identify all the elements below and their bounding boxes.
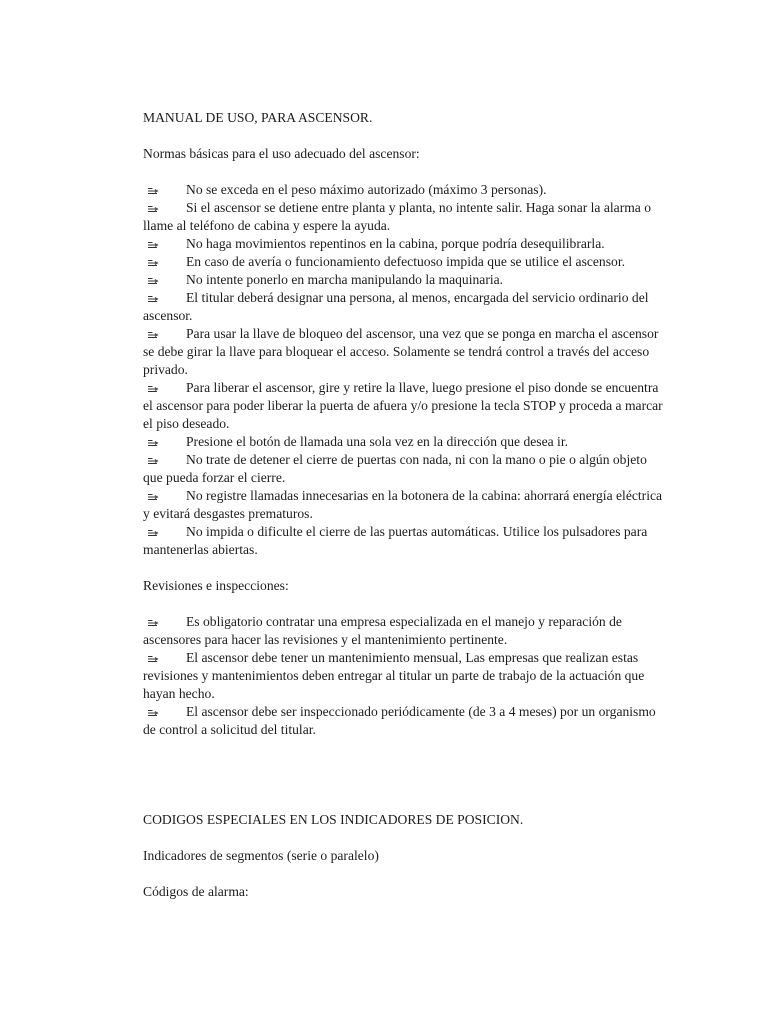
spacer [143,127,663,145]
list-item [143,487,663,523]
list-item-text: En caso de avería o funcionamiento defectuoso impida que se utilice el ascensor. [186,254,625,269]
spacer [143,559,663,577]
list-bullet-icon [147,618,159,628]
list-item-text: Es obligatorio contratar una empresa especializada en el manejo y reparación de ascensores para hacer las revisiones y el mantenimiento pertinente. [143,614,622,647]
list-bullet-icon [147,528,159,538]
list-item-text: No trate de detener el cierre de puertas con nada, ni con la mano o pie o algún objeto que pueda forzar el cierre. [143,452,647,485]
list-bullet-icon [147,708,159,718]
list-bullet-icon [147,384,159,394]
segments-label: Indicadores de segmentos (serie o paralelo) [143,848,379,863]
list-bullet-icon [147,330,159,340]
intro-text: Normas básicas para el uso adecuado del ascensor: [143,146,420,161]
list-item-text: Si el ascensor se detiene entre planta y planta, no intente salir. Haga sonar la alarma o llame al teléfono de cabina y espere la ayuda. [143,200,652,233]
list-item-text: Para usar la llave de bloqueo del ascensor, una vez que se ponga en marcha el ascensor se debe girar la llave para bloquear el acceso. Solamente se tendrá control a través del acceso privado. [143,326,659,377]
list-item [143,271,663,289]
list-item [143,289,663,325]
rules-list [143,181,663,559]
list-item [143,235,663,253]
list-bullet-icon [147,438,159,448]
list-item-text: El ascensor debe ser inspeccionado periódicamente (de 3 a 4 meses) por un organismo de control a solicitud del titular. [143,704,656,737]
spacer [143,829,663,847]
list-item [143,613,663,649]
list-item [143,433,663,451]
spacer [143,739,663,811]
list-item-text: No se exceda en el peso máximo autorizado (máximo 3 personas). [186,182,547,197]
list-item-text: No registre llamadas innecesarias en la botonera de la cabina: ahorrará energía eléctrica y evitará desgastes prematuros. [143,488,663,521]
list-bullet-icon [147,276,159,286]
revisions-heading: Revisiones e inspecciones: [143,578,289,593]
list-item [143,325,663,379]
list-item [143,649,663,703]
list-bullet-icon [147,492,159,502]
spacer [143,865,663,883]
list-item [143,253,663,271]
list-bullet-icon [147,456,159,466]
list-item [143,181,663,199]
list-item [143,523,663,559]
list-item-text: No intente ponerlo en marcha manipulando la maquinaria. [186,272,504,287]
list-bullet-icon [147,204,159,214]
document-title: MANUAL DE USO, PARA ASCENSOR. [143,110,373,125]
list-item-text: Presione el botón de llamada una sola vez en la dirección que desea ir. [186,434,568,449]
list-item [143,451,663,487]
list-item-text: El titular deberá designar una persona, al menos, encargada del servicio ordinario del ascensor. [143,290,649,323]
alarm-label: Códigos de alarma: [143,884,249,899]
spacer [143,595,663,613]
revisions-list [143,613,663,739]
list-bullet-icon [147,258,159,268]
list-item-text: Para liberar el ascensor, gire y retire la llave, luego presione el piso donde se encuentra el ascensor para poder liberar la puerta de afuera y/o presione la tecla STOP y proceda a marcar el piso deseado. [143,380,663,431]
list-bullet-icon [147,186,159,196]
list-item [143,199,663,235]
document-page [143,109,663,901]
list-item-text: El ascensor debe tener un mantenimiento mensual, Las empresas que realizan estas revisiones y mantenimientos deben entregar al titular un parte de trabajo de la actuación que hayan hecho. [143,650,645,701]
list-item-text: No impida o dificulte el cierre de las puertas automáticas. Utilice los pulsadores para mantenerlas abiertas. [143,524,648,557]
list-item [143,379,663,433]
list-item [143,703,663,739]
codes-heading: CODIGOS ESPECIALES EN LOS INDICADORES DE POSICION. [143,812,524,827]
list-bullet-icon [147,240,159,250]
list-item-text: No haga movimientos repentinos en la cabina, porque podría desequilibrarla. [186,236,605,251]
list-bullet-icon [147,654,159,664]
list-bullet-icon [147,294,159,304]
spacer [143,163,663,181]
